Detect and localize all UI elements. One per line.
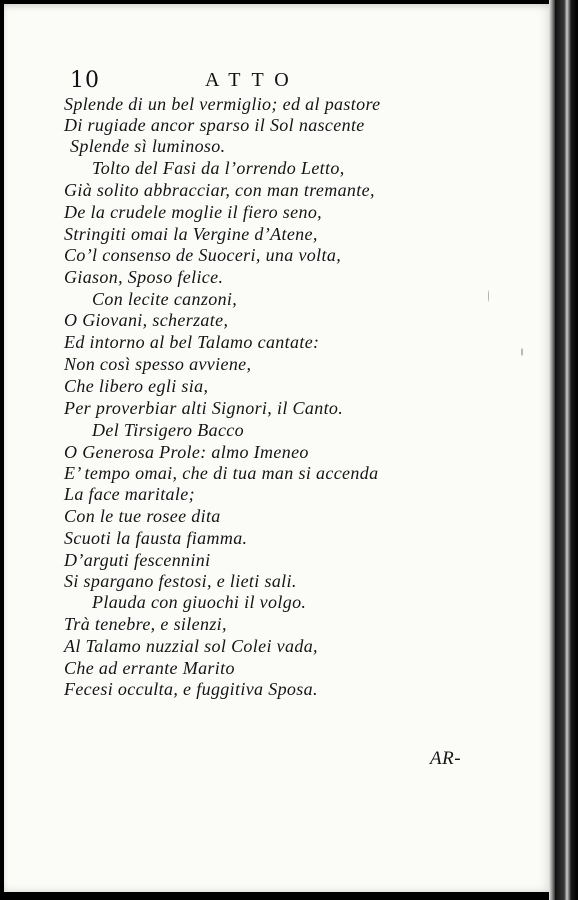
verse-line-6: De la crudele moglie il fiero seno,: [64, 202, 323, 222]
verse-line-10: Con lecite canzoni,: [92, 289, 238, 309]
catchword: AR-: [430, 748, 462, 769]
verse-line-24: Plauda con giuochi il volgo.: [92, 592, 307, 612]
verse-line-14: Che libero egli sia,: [64, 376, 209, 396]
verse-line-7: Stringiti omai la Vergine d’Atene,: [64, 224, 318, 244]
verse-line-8: Co’l consenso de Suoceri, una volta,: [64, 245, 342, 265]
running-title: ATTO: [205, 69, 300, 91]
paper-speck: [521, 348, 523, 356]
verse-line-22: D’arguti fescennini: [64, 550, 211, 570]
verse-line-5: Già solito abbracciar, con man tremante,: [64, 180, 375, 200]
verse-line-16: Del Tirsigero Bacco: [92, 420, 244, 440]
verse-line-11: O Giovani, scherzate,: [64, 310, 229, 330]
verse-line-27: Che ad errante Marito: [64, 658, 235, 678]
book-spine: [555, 0, 578, 900]
verse-line-21: Scuoti la fausta fiamma.: [64, 528, 248, 548]
paper-speck: [488, 290, 489, 302]
verse-line-18: E’ tempo omai, che di tua man si accenda: [64, 463, 379, 483]
verse-line-13: Non così spesso avviene,: [64, 354, 252, 374]
verse-line-1: Splende di un bel vermiglio; ed al pastore: [64, 94, 381, 114]
verse-line-15: Per proverbiar alti Signori, il Canto.: [64, 398, 344, 418]
verse-line-12: Ed intorno al bel Talamo cantate:: [64, 332, 320, 352]
verse-line-2: Di rugiade ancor sparso il Sol nascente: [64, 115, 365, 135]
page-number: 10: [70, 68, 100, 93]
book-page: [4, 4, 553, 892]
verse-line-26: Al Talamo nuzzial sol Colei vada,: [64, 636, 318, 656]
verse-line-28: Fecesi occulta, e fuggitiva Sposa.: [64, 679, 318, 699]
verse-line-25: Trà tenebre, e silenzi,: [64, 614, 227, 634]
verse-line-17: O Generosa Prole: almo Imeneo: [64, 442, 309, 462]
verse-line-9: Giason, Sposo felice.: [64, 267, 224, 287]
verse-line-19: La face maritale;: [64, 484, 195, 504]
verse-line-23: Si spargano festosi, e lieti sali.: [64, 571, 297, 591]
verse-line-20: Con le tue rosee dita: [64, 506, 221, 526]
verse-line-4: Tolto del Fasi da l’orrendo Letto,: [92, 158, 345, 178]
verse-line-3: Splende sì luminoso.: [70, 136, 226, 156]
